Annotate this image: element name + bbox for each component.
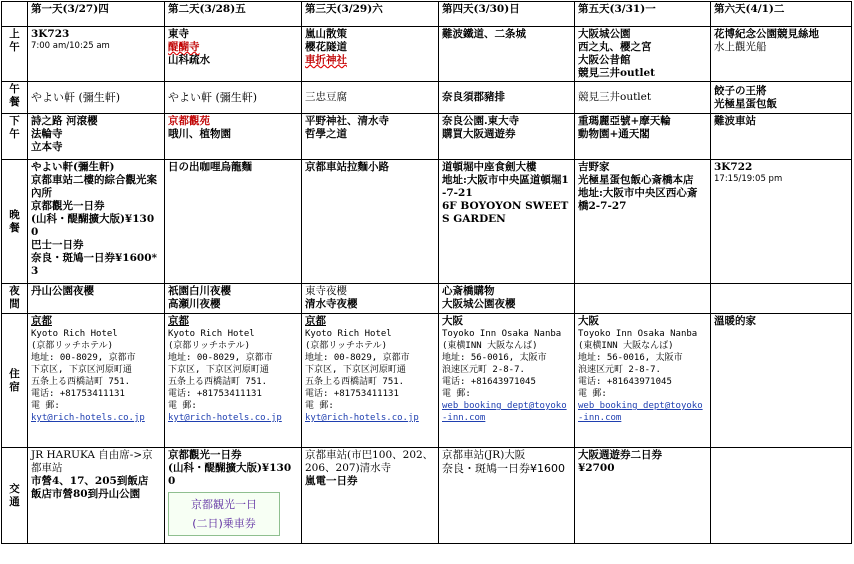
afternoon-day3 xyxy=(302,114,439,160)
afternoon-label: 下午 xyxy=(2,114,28,160)
item: 動物園+通天閣 xyxy=(578,128,650,140)
item: 京都觀光一日券 xyxy=(31,200,105,212)
item: 道頓堀中座食劍大樓 xyxy=(442,161,537,173)
item: やよい軒(彌生軒) xyxy=(31,161,115,173)
item: JR HARUKA 自由席->京都車站 xyxy=(31,449,153,474)
transport-day6 xyxy=(711,448,852,544)
hotel-addr: 下京区, 下京区河原町通 xyxy=(305,365,406,375)
city: 大阪 xyxy=(578,315,599,327)
ticket-line: 京都観光一日 xyxy=(191,498,257,511)
lunch-row xyxy=(2,82,852,114)
item: 地址:大阪市中央區道頓堀1-7-21 xyxy=(442,174,569,199)
morning-label: 上午 xyxy=(2,27,28,82)
night-day3 xyxy=(302,284,439,314)
item: 重瑪麗亞號+摩天輪 xyxy=(578,115,671,127)
lodging-day4 xyxy=(439,314,575,448)
hotel-name: Kyoto Rich Hotel xyxy=(168,329,255,339)
day-2-header: 第二天(3/28)五 xyxy=(165,2,302,27)
transport-row xyxy=(2,448,852,544)
ticket-line: (二日)乗車券 xyxy=(192,517,256,530)
item: 醍醐寺 xyxy=(168,41,200,53)
morning-day5 xyxy=(575,27,711,82)
item: 京都觀苑 xyxy=(168,115,210,127)
dinner-day4 xyxy=(439,160,575,284)
morning-day1 xyxy=(28,27,165,82)
lunch-day6 xyxy=(711,82,852,114)
lunch-day3: 三忠豆腐 xyxy=(302,82,439,114)
afternoon-day4 xyxy=(439,114,575,160)
item: 法輪寺 xyxy=(31,128,63,140)
itinerary-table xyxy=(1,1,852,544)
hotel-name: Toyoko Inn Osaka Nanba xyxy=(442,329,562,339)
hotel-tel: 電话: +81753411131 xyxy=(168,389,262,399)
item: 京都車站(市巴100、202、206、207)清水寺 xyxy=(305,449,434,474)
hotel-addr: 地址: 00-8029, 京都市 xyxy=(305,353,410,363)
night-day6 xyxy=(711,284,852,314)
lodging-day3 xyxy=(302,314,439,448)
hotel-email-link[interactable]: kyt@rich-hotels.co.jp xyxy=(168,413,282,423)
hotel-addr: 五条上る西橋詰町 751. xyxy=(305,377,405,387)
item: 京都車站拉麵小路 xyxy=(305,161,389,173)
hotel-addr: 地址: 00-8029, 京都市 xyxy=(31,353,136,363)
hotel-addr: 地址: 56-0016, 太阪市 xyxy=(442,353,547,363)
item: 地址:大阪市中央区西心斎橋2-7-27 xyxy=(578,187,698,212)
flight-code: 3K722 xyxy=(714,161,753,173)
night-day5 xyxy=(575,284,711,314)
item: (山科・醍醐擴大版)¥1300 xyxy=(168,462,292,487)
item: 丹山公園夜櫻 xyxy=(31,285,94,297)
item: 花博紀念公園競見絲地 xyxy=(714,28,819,40)
item: 詩之路 河滾櫻 xyxy=(31,115,98,127)
hotel-mail-label: 電 郵: xyxy=(305,401,334,411)
corner-cell xyxy=(2,2,28,27)
hotel-name: Kyoto Rich Hotel xyxy=(31,329,118,339)
item: 立本寺 xyxy=(31,141,63,153)
dinner-day2 xyxy=(165,160,302,284)
item: 京都車站(JR)大阪 xyxy=(442,449,526,461)
lunch-day5: 競見三井outlet xyxy=(575,82,711,114)
lodging-row xyxy=(2,314,852,448)
dinner-label: 晚餐 xyxy=(2,160,28,284)
lodging-day5 xyxy=(575,314,711,448)
hotel-mail-label: 電 郵: xyxy=(168,401,197,411)
hotel-tel: 電话: +81753411131 xyxy=(305,389,399,399)
flight-code: 3K723 xyxy=(31,28,70,40)
hotel-addr: 地址: 00-8029, 京都市 xyxy=(168,353,273,363)
ticket-image xyxy=(168,492,280,536)
home: 溫暖的家 xyxy=(714,315,756,327)
hotel-addr: 下京区, 下京区河原町通 xyxy=(168,365,269,375)
hotel-email-link[interactable]: kyt@rich-hotels.co.jp xyxy=(305,413,419,423)
item: 心斎橋購物 xyxy=(442,285,495,297)
item: 奈良須郡豬排 xyxy=(442,91,505,103)
dinner-day5 xyxy=(575,160,711,284)
item: 日の出咖哩烏龍麵 xyxy=(168,161,252,173)
item: 巴士一日券 xyxy=(31,239,84,251)
morning-day4 xyxy=(439,27,575,82)
item: 光極星蛋包飯心斎橋本店 xyxy=(578,174,694,186)
item: 市營4、17、205到飯店 xyxy=(31,475,149,487)
hotel-addr: 地址: 56-0016, 太阪市 xyxy=(578,353,683,363)
item: 大阪城公園 xyxy=(578,28,631,40)
night-row xyxy=(2,284,852,314)
lunch-day2: やよい軒 (彌生軒) xyxy=(165,82,302,114)
item: 6F BOYOYON SWEETS GARDEN xyxy=(442,200,569,225)
item: 山科疏水 xyxy=(168,54,210,66)
item: 難波鐵道、二条城 xyxy=(442,28,526,40)
afternoon-day5 xyxy=(575,114,711,160)
morning-day6 xyxy=(711,27,852,82)
hotel-addr: 五条上る西橋詰町 751. xyxy=(31,377,131,387)
city: 京都 xyxy=(168,315,189,327)
hotel-tel: 電话: +81753411131 xyxy=(31,389,125,399)
morning-day3 xyxy=(302,27,439,82)
lunch-label: 午餐 xyxy=(2,82,28,114)
city: 大阪 xyxy=(442,315,463,327)
hotel-jp: (京都リッチホテル) xyxy=(168,341,251,351)
hotel-mail-label: 電 郵: xyxy=(578,389,607,399)
transport-day3 xyxy=(302,448,439,544)
item: ¥2700 xyxy=(578,462,615,474)
afternoon-day6 xyxy=(711,114,852,160)
hotel-jp: (京都リッチホテル) xyxy=(305,341,388,351)
hotel-addr: 浪速区元町 2-8-7. xyxy=(442,365,525,375)
day-6-header: 第六天(4/1)二 xyxy=(711,2,852,27)
item: 吉野家 xyxy=(578,161,610,173)
item: 東寺夜櫻 xyxy=(305,285,347,297)
item: 餃子の王將 xyxy=(714,84,767,97)
transport-label: 交通 xyxy=(2,448,28,544)
lodging-day1 xyxy=(28,314,165,448)
hotel-mail-label: 電 郵: xyxy=(442,389,471,399)
item: 大阪公昔館 xyxy=(578,54,631,66)
item: 哦川、植物園 xyxy=(168,128,231,140)
item: 購買大阪週遊券 xyxy=(442,128,516,140)
item: 西之丸、櫻之宮 xyxy=(578,41,652,53)
lunch-day1: やよい軒 (彌生軒) xyxy=(28,82,165,114)
item: 奈良・斑鳩一日券¥1600 xyxy=(442,462,565,475)
day-1-header: 第一天(3/27)四 xyxy=(28,2,165,27)
transport-day4 xyxy=(439,448,575,544)
day-3-header: 第三天(3/29)六 xyxy=(302,2,439,27)
hotel-email-link[interactable]: web_booking_dept@toyoko-inn.com xyxy=(578,401,703,423)
afternoon-day2 xyxy=(165,114,302,160)
item: 難波車站 xyxy=(714,115,756,127)
item: 奈良・斑鳩一日券¥1600*3 xyxy=(31,252,158,277)
city: 京都 xyxy=(305,315,326,327)
header-row xyxy=(2,2,852,27)
item: 東寺 xyxy=(168,28,189,40)
morning-row xyxy=(2,27,852,82)
transport-day2 xyxy=(165,448,302,544)
item: 櫻花隧道 xyxy=(305,41,347,53)
afternoon-row xyxy=(2,114,852,160)
dinner-day3 xyxy=(302,160,439,284)
item: 哲學之道 xyxy=(305,128,347,140)
item: 京都觀光一日券 xyxy=(168,449,242,461)
hotel-addr: 浪速区元町 2-8-7. xyxy=(578,365,661,375)
lodging-day2 xyxy=(165,314,302,448)
afternoon-day1 xyxy=(28,114,165,160)
morning-day2 xyxy=(165,27,302,82)
flight-time: 17:15/19:05 pm xyxy=(714,174,783,184)
item: 奈良公園.東大寺 xyxy=(442,115,520,127)
hotel-email-link[interactable]: web_booking_dept@toyoko-inn.com xyxy=(442,401,567,423)
flight-time: 7:00 am/10:25 am xyxy=(31,41,110,51)
hotel-name: Toyoko Inn Osaka Nanba xyxy=(578,329,698,339)
lunch-day4 xyxy=(439,82,575,114)
item: 清水寺夜櫻 xyxy=(305,298,358,310)
city: 京都 xyxy=(31,315,52,327)
transport-day5 xyxy=(575,448,711,544)
item: 大阪城公園夜櫻 xyxy=(442,298,516,310)
item: 嵐電一日券 xyxy=(305,475,358,487)
item: 競見三井outlet xyxy=(578,67,656,79)
item: 嵐山散策 xyxy=(305,28,347,40)
lodging-label: 住宿 xyxy=(2,314,28,448)
item: 飯店市營80到丹山公園 xyxy=(31,488,141,500)
hotel-tel: 電话: +81643971045 xyxy=(442,377,536,387)
night-day1 xyxy=(28,284,165,314)
item: 車折神社 xyxy=(305,54,347,66)
item: 高瀬川夜櫻 xyxy=(168,298,221,310)
night-day4 xyxy=(439,284,575,314)
item: 光極星蛋包飯 xyxy=(714,97,777,110)
hotel-addr: 五条上る西橋詰町 751. xyxy=(168,377,268,387)
item: 京都車站二樓的綜合觀光案內所 xyxy=(31,174,157,199)
item: 平野神社、清水寺 xyxy=(305,115,389,127)
item: (山科・醍醐擴大版)¥1300 xyxy=(31,213,155,238)
night-label: 夜間 xyxy=(2,284,28,314)
hotel-jp: (東横INN 大阪なんば) xyxy=(442,341,538,351)
dinner-day6 xyxy=(711,160,852,284)
transport-day1 xyxy=(28,448,165,544)
lodging-day6 xyxy=(711,314,852,448)
dinner-day1 xyxy=(28,160,165,284)
dinner-row xyxy=(2,160,852,284)
hotel-jp: (京都リッチホテル) xyxy=(31,341,114,351)
item: 大阪週遊券二日券 xyxy=(578,449,662,461)
hotel-name: Kyoto Rich Hotel xyxy=(305,329,392,339)
item: 祇園白川夜櫻 xyxy=(168,285,231,297)
hotel-jp: (東横INN 大阪なんば) xyxy=(578,341,674,351)
hotel-addr: 下京区, 下京区河原町通 xyxy=(31,365,132,375)
night-day2 xyxy=(165,284,302,314)
item: 水上觀光船 xyxy=(714,41,767,53)
hotel-tel: 電话: +81643971045 xyxy=(578,377,672,387)
day-5-header: 第五天(3/31)一 xyxy=(575,2,711,27)
day-4-header: 第四天(3/30)日 xyxy=(439,2,575,27)
hotel-email-link[interactable]: kyt@rich-hotels.co.jp xyxy=(31,413,145,423)
hotel-mail-label: 電 郵: xyxy=(31,401,60,411)
